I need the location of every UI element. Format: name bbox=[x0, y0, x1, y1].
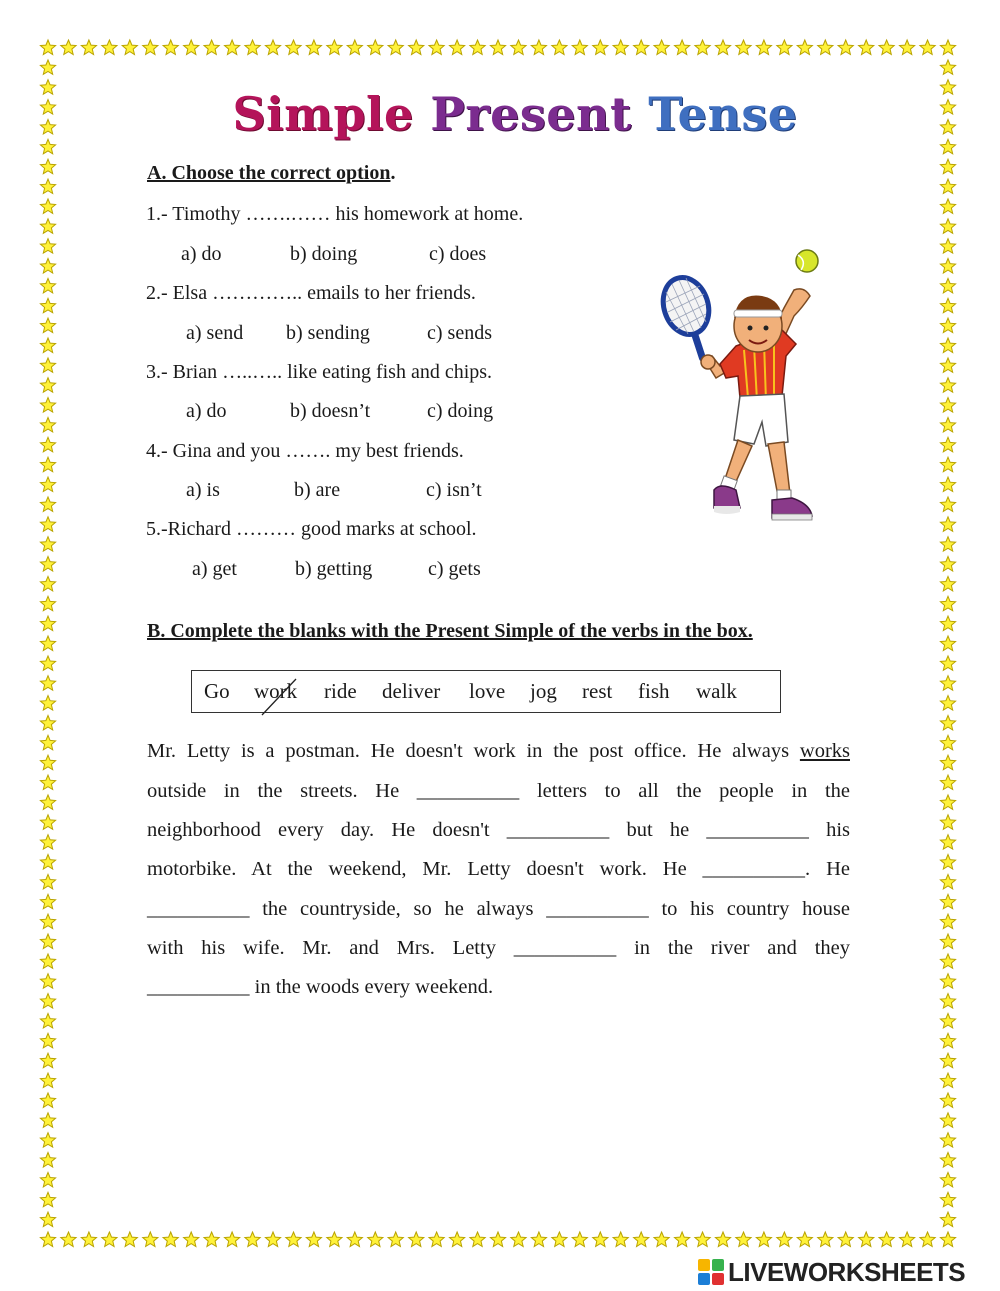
border-star bbox=[470, 1232, 485, 1247]
border-star bbox=[593, 1232, 608, 1247]
strikethrough-mark bbox=[256, 677, 304, 717]
question-5: 5.-Richard ……… good marks at school. bbox=[146, 518, 477, 540]
border-star bbox=[306, 40, 321, 55]
border-star bbox=[940, 735, 955, 750]
verb-rest: rest bbox=[582, 679, 613, 703]
border-star bbox=[368, 40, 383, 55]
border-star bbox=[940, 219, 955, 234]
border-star bbox=[940, 477, 955, 491]
border-star bbox=[695, 40, 710, 55]
verb-go: Go bbox=[204, 679, 230, 703]
question-4: 4.- Gina and you ……. my best friends. bbox=[146, 440, 464, 462]
border-star bbox=[327, 1232, 342, 1247]
border-star bbox=[572, 1232, 587, 1247]
border-star bbox=[634, 40, 649, 55]
border-star bbox=[265, 1232, 280, 1247]
border-star bbox=[940, 437, 955, 452]
border-star bbox=[327, 40, 342, 55]
border-star bbox=[654, 1232, 669, 1247]
border-star bbox=[40, 656, 55, 670]
liveworksheets-brand[interactable]: LIVEWORKSHEETS bbox=[728, 1257, 966, 1287]
border-star bbox=[40, 557, 55, 572]
border-star bbox=[940, 1232, 955, 1247]
border-star bbox=[940, 179, 955, 193]
border-star bbox=[920, 40, 935, 55]
border-star bbox=[40, 616, 55, 631]
q1-option-a[interactable]: a) do bbox=[181, 243, 222, 265]
verb-fish: fish bbox=[638, 679, 670, 703]
q5-option-c[interactable]: c) gets bbox=[428, 558, 481, 580]
border-star bbox=[940, 159, 955, 174]
border-star bbox=[531, 40, 546, 55]
border-star bbox=[143, 40, 158, 55]
border-star bbox=[940, 378, 955, 393]
paragraph-line-2: outside in the streets. He __________ letters to all the people in the bbox=[147, 780, 850, 802]
border-star bbox=[940, 1093, 955, 1108]
border-star bbox=[511, 40, 526, 55]
question-1: 1.- Timothy …….…… his homework at home. bbox=[146, 203, 524, 225]
paragraph-line-1: Mr. Letty is a postman. He doesn't work in the post office. He always works bbox=[147, 740, 850, 762]
border-star bbox=[40, 1093, 55, 1108]
liveworksheets-logo-icon bbox=[698, 1259, 724, 1285]
border-star bbox=[940, 874, 955, 889]
border-star bbox=[736, 1232, 751, 1247]
border-star bbox=[429, 40, 444, 55]
border-star bbox=[184, 1232, 199, 1247]
verb-deliver: deliver bbox=[382, 679, 441, 703]
border-star bbox=[40, 159, 55, 174]
border-star bbox=[940, 398, 955, 413]
border-star bbox=[184, 40, 199, 55]
border-star bbox=[122, 40, 137, 55]
border-star bbox=[40, 179, 55, 193]
tennis-player-illustration bbox=[654, 246, 824, 536]
border-star bbox=[797, 1232, 812, 1247]
border-star bbox=[940, 259, 955, 274]
border-star bbox=[572, 40, 587, 55]
verb-jog: jog bbox=[530, 679, 557, 703]
border-star bbox=[347, 1232, 362, 1247]
border-star bbox=[940, 835, 955, 849]
border-star bbox=[245, 40, 260, 55]
border-star bbox=[40, 239, 55, 253]
border-star bbox=[675, 40, 690, 55]
border-star bbox=[40, 974, 55, 989]
border-star bbox=[40, 755, 55, 770]
border-star bbox=[940, 1192, 955, 1206]
border-star bbox=[940, 716, 955, 730]
border-star bbox=[40, 60, 55, 74]
border-star bbox=[40, 815, 55, 830]
border-star bbox=[306, 1232, 321, 1247]
border-star bbox=[940, 1053, 955, 1068]
border-star bbox=[940, 497, 955, 512]
border-star bbox=[818, 1232, 833, 1247]
q5-option-b[interactable]: b) getting bbox=[295, 558, 373, 580]
border-star bbox=[81, 1232, 96, 1247]
q1-option-c[interactable]: c) does bbox=[429, 243, 487, 265]
border-star bbox=[940, 418, 955, 432]
border-star bbox=[40, 795, 55, 810]
border-star bbox=[511, 1232, 526, 1247]
border-star bbox=[40, 954, 55, 968]
border-star bbox=[654, 40, 669, 55]
q3-option-a[interactable]: a) do bbox=[186, 400, 227, 422]
border-star bbox=[879, 40, 894, 55]
border-star bbox=[756, 1232, 771, 1247]
border-star bbox=[593, 40, 608, 55]
border-star bbox=[797, 40, 812, 55]
border-star bbox=[552, 1232, 567, 1247]
border-star bbox=[409, 1232, 424, 1247]
border-star bbox=[40, 1053, 55, 1068]
border-star bbox=[40, 636, 55, 651]
border-star bbox=[490, 1232, 505, 1247]
border-star bbox=[940, 974, 955, 989]
border-star bbox=[286, 1232, 301, 1247]
border-star bbox=[695, 1232, 710, 1247]
border-star bbox=[940, 576, 955, 591]
border-star bbox=[818, 40, 833, 55]
border-star bbox=[859, 1232, 874, 1247]
border-star bbox=[40, 477, 55, 491]
border-star bbox=[940, 358, 955, 372]
border-star bbox=[40, 298, 55, 312]
border-star bbox=[40, 457, 55, 472]
border-star bbox=[940, 795, 955, 810]
border-star bbox=[143, 1232, 158, 1247]
border-star bbox=[40, 1172, 55, 1187]
border-star bbox=[40, 1033, 55, 1048]
border-star bbox=[900, 40, 915, 55]
border-star bbox=[715, 1232, 730, 1247]
border-star bbox=[940, 815, 955, 830]
border-star bbox=[61, 1232, 76, 1247]
border-star bbox=[450, 1232, 465, 1247]
border-star bbox=[40, 1014, 55, 1028]
border-star bbox=[940, 1033, 955, 1048]
border-star bbox=[40, 259, 55, 274]
border-star bbox=[81, 40, 96, 55]
border-star bbox=[388, 40, 403, 55]
paragraph-line-6: with his wife. Mr. and Mrs. Letty __________ in the river and they bbox=[147, 937, 850, 959]
border-star bbox=[40, 775, 55, 789]
border-star bbox=[40, 1133, 55, 1147]
border-star bbox=[102, 40, 117, 55]
border-star bbox=[940, 537, 955, 551]
border-star bbox=[675, 1232, 690, 1247]
border-star bbox=[450, 40, 465, 55]
border-star bbox=[940, 914, 955, 929]
border-star bbox=[940, 298, 955, 312]
border-star bbox=[204, 1232, 219, 1247]
verb-work: work bbox=[254, 679, 298, 703]
border-star bbox=[613, 40, 628, 55]
border-star bbox=[40, 1073, 55, 1087]
border-star bbox=[40, 835, 55, 849]
question-3: 3.- Brian …..….. like eating fish and chips. bbox=[146, 361, 493, 383]
border-star bbox=[940, 1014, 955, 1028]
border-star bbox=[940, 199, 955, 214]
example-answer: works bbox=[799, 740, 850, 762]
border-star bbox=[163, 40, 178, 55]
paragraph-line-5: __________ the countryside, so he always __________ to his country house bbox=[147, 898, 850, 920]
verb-box bbox=[191, 670, 781, 713]
border-star bbox=[940, 517, 955, 532]
border-star bbox=[531, 1232, 546, 1247]
border-star bbox=[40, 994, 55, 1009]
border-star bbox=[40, 40, 55, 55]
q2-option-c[interactable]: c) sends bbox=[427, 322, 492, 344]
border-star bbox=[940, 994, 955, 1009]
border-star bbox=[40, 199, 55, 214]
border-star bbox=[40, 735, 55, 750]
border-star bbox=[225, 1232, 240, 1247]
border-star bbox=[940, 1212, 955, 1227]
border-star bbox=[286, 40, 301, 55]
border-star bbox=[347, 40, 362, 55]
paragraph-line-4: motorbike. At the weekend, Mr. Letty doesn't work. He __________. He bbox=[147, 858, 850, 880]
border-star bbox=[388, 1232, 403, 1247]
border-star bbox=[409, 40, 424, 55]
q3-option-c[interactable]: c) doing bbox=[427, 400, 494, 422]
border-star bbox=[940, 1172, 955, 1187]
border-star bbox=[859, 40, 874, 55]
border-star bbox=[40, 398, 55, 413]
border-star bbox=[470, 40, 485, 55]
q4-option-b[interactable]: b) are bbox=[294, 479, 341, 501]
border-star bbox=[940, 60, 955, 74]
border-star bbox=[940, 457, 955, 472]
q2-option-b[interactable]: b) sending bbox=[286, 322, 370, 344]
border-star bbox=[756, 40, 771, 55]
border-star bbox=[163, 1232, 178, 1247]
border-star bbox=[940, 636, 955, 651]
border-star bbox=[40, 517, 55, 532]
border-star bbox=[940, 775, 955, 789]
border-star bbox=[40, 914, 55, 929]
border-star bbox=[940, 676, 955, 691]
section-b-heading: B. Complete the blanks with the Present Simple of the verbs in the box. bbox=[147, 620, 753, 642]
border-star bbox=[940, 596, 955, 610]
q1-option-b[interactable]: b) doing bbox=[290, 243, 358, 265]
section-a-heading: A. Choose the correct option. bbox=[147, 162, 396, 184]
verb-love: love bbox=[469, 679, 506, 703]
border-star bbox=[940, 1153, 955, 1168]
verb-walk: walk bbox=[696, 679, 737, 703]
border-star bbox=[940, 40, 955, 55]
border-star bbox=[40, 855, 55, 870]
border-star bbox=[940, 616, 955, 631]
border-star bbox=[40, 318, 55, 333]
border-star bbox=[715, 40, 730, 55]
border-star bbox=[940, 894, 955, 908]
border-star bbox=[940, 954, 955, 968]
border-star bbox=[552, 40, 567, 55]
border-star bbox=[61, 40, 76, 55]
border-star bbox=[40, 576, 55, 591]
border-star bbox=[40, 696, 55, 711]
border-star bbox=[40, 1153, 55, 1168]
border-star bbox=[940, 318, 955, 333]
border-star bbox=[40, 934, 55, 949]
border-star bbox=[40, 537, 55, 551]
border-star bbox=[940, 656, 955, 670]
border-star bbox=[879, 1232, 894, 1247]
q4-option-c[interactable]: c) isn’t bbox=[426, 479, 482, 501]
border-star bbox=[40, 278, 55, 293]
border-star bbox=[40, 418, 55, 432]
q4-option-a[interactable]: a) is bbox=[186, 479, 220, 501]
border-star bbox=[940, 934, 955, 949]
border-star bbox=[900, 1232, 915, 1247]
border-star bbox=[368, 1232, 383, 1247]
border-star bbox=[736, 40, 751, 55]
border-star bbox=[225, 40, 240, 55]
border-star bbox=[490, 40, 505, 55]
border-star bbox=[940, 1113, 955, 1128]
border-star bbox=[40, 716, 55, 730]
verb-ride: ride bbox=[324, 679, 357, 703]
border-star bbox=[920, 1232, 935, 1247]
question-2: 2.- Elsa ………….. emails to her friends. bbox=[146, 282, 476, 304]
border-star bbox=[40, 378, 55, 393]
border-star bbox=[777, 1232, 792, 1247]
border-star bbox=[204, 40, 219, 55]
border-star bbox=[40, 1212, 55, 1227]
paragraph-line-7: __________ in the woods every weekend. bbox=[147, 976, 494, 998]
border-star bbox=[429, 1232, 444, 1247]
border-star bbox=[40, 437, 55, 452]
border-star bbox=[40, 894, 55, 908]
border-star bbox=[122, 1232, 137, 1247]
border-star bbox=[245, 1232, 260, 1247]
border-star bbox=[40, 497, 55, 512]
border-star bbox=[40, 358, 55, 372]
q2-option-a[interactable]: a) send bbox=[186, 322, 244, 344]
q5-option-a[interactable]: a) get bbox=[192, 558, 237, 580]
border-star bbox=[40, 874, 55, 889]
border-star bbox=[940, 557, 955, 572]
border-star bbox=[940, 1133, 955, 1147]
border-star bbox=[40, 596, 55, 610]
border-star bbox=[634, 1232, 649, 1247]
border-star bbox=[40, 338, 55, 353]
border-star bbox=[40, 219, 55, 234]
border-star bbox=[777, 40, 792, 55]
paragraph-line-3: neighborhood every day. He doesn't __________ but he __________ his bbox=[147, 819, 850, 841]
border-star bbox=[613, 1232, 628, 1247]
border-star bbox=[940, 755, 955, 770]
border-star bbox=[940, 239, 955, 253]
border-star bbox=[838, 40, 853, 55]
q3-option-b[interactable]: b) doesn’t bbox=[290, 400, 371, 422]
border-star bbox=[838, 1232, 853, 1247]
border-star bbox=[940, 278, 955, 293]
border-star bbox=[40, 1192, 55, 1206]
border-star bbox=[40, 1232, 55, 1247]
border-star bbox=[265, 40, 280, 55]
border-star bbox=[40, 1113, 55, 1128]
border-star bbox=[940, 1073, 955, 1087]
border-star bbox=[940, 855, 955, 870]
border-star bbox=[102, 1232, 117, 1247]
border-star bbox=[940, 696, 955, 711]
border-star bbox=[40, 676, 55, 691]
page-title: Simple Present Tense bbox=[232, 87, 798, 141]
border-star bbox=[940, 338, 955, 353]
